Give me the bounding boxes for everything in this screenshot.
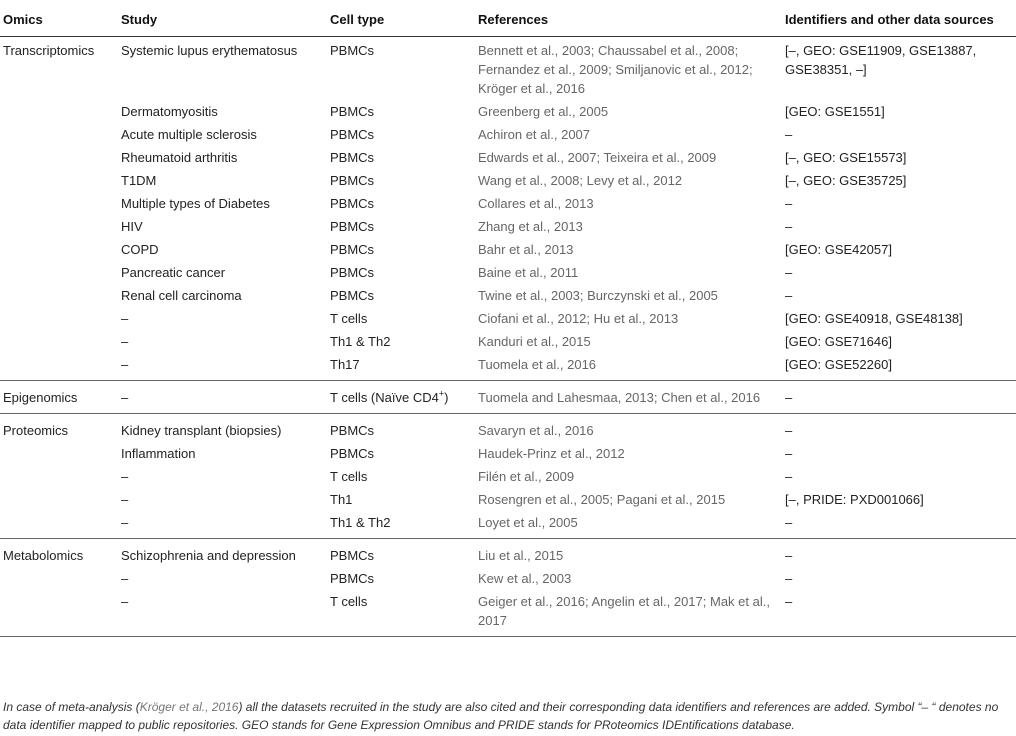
table-row (0, 263, 1016, 286)
table-row (0, 513, 1016, 539)
table-row (0, 217, 1016, 240)
cell-study: – (121, 355, 330, 381)
cell-cell-type (330, 467, 478, 490)
cell-omics (0, 286, 121, 309)
cell-type-text: Th1 & Th2 (330, 515, 391, 530)
cell-omics (0, 309, 121, 332)
cell-study: Kidney transplant (biopsies) (121, 423, 282, 438)
cell-identifiers: – (785, 548, 793, 563)
cell-cell-type (330, 332, 478, 355)
table-row (0, 444, 1016, 467)
header-study: Study (121, 0, 330, 37)
cell-identifiers: [–, GEO: GSE15573] (785, 150, 907, 165)
cell-identifiers: [–, GEO: GSE35725] (785, 173, 907, 188)
cell-type-text: Th1 (330, 492, 353, 507)
cell-type-text: PBMCs (330, 446, 375, 461)
cell-type-text: PBMCs (330, 173, 375, 188)
cell-identifiers: – (785, 288, 793, 303)
cell-type-text: Th17 (330, 357, 360, 372)
cell-cell-type (330, 194, 478, 217)
footnote-text-start: In case of meta-analysis ( (3, 700, 140, 714)
header-row (0, 0, 1016, 37)
cell-references[interactable]: Achiron et al., 2007 (478, 127, 591, 142)
cell-cell-type (330, 444, 478, 467)
table-row (0, 148, 1016, 171)
cell-type-text: PBMCs (330, 423, 375, 438)
cell-study: T1DM (121, 173, 157, 188)
cell-identifiers: – (785, 219, 793, 234)
cell-cell-type (330, 240, 478, 263)
header-omics: Omics (0, 0, 121, 37)
header-references: References (478, 0, 785, 37)
cell-identifiers: [GEO: GSE42057] (785, 242, 892, 257)
cell-omics (0, 355, 121, 381)
cell-cell-type (330, 148, 478, 171)
cell-omics (0, 444, 121, 467)
cell-cell-type (330, 37, 478, 103)
cell-references[interactable]: Kanduri et al., 2015 (478, 334, 591, 349)
table-row (0, 539, 1016, 570)
cell-omics (0, 148, 121, 171)
cell-type-tail: ) (444, 390, 449, 405)
cell-type-text: PBMCs (330, 571, 375, 586)
cell-study: – (121, 381, 330, 414)
cell-cell-type (330, 569, 478, 592)
cell-omics (0, 240, 121, 263)
cell-cell-type (330, 355, 478, 381)
cell-cell-type (330, 263, 478, 286)
cell-cell-type (330, 490, 478, 513)
table-row (0, 381, 1016, 414)
cell-type-text: PBMCs (330, 196, 375, 211)
cell-study: Inflammation (121, 446, 196, 461)
cell-identifiers: [–, GEO: GSE11909, GSE13887, GSE38351, –] (785, 43, 977, 77)
table-row (0, 102, 1016, 125)
cell-cell-type (330, 539, 478, 570)
cell-type-text: T cells (330, 311, 368, 326)
cell-identifiers: – (785, 513, 1016, 539)
table-row (0, 286, 1016, 309)
cell-omics: Proteomics (3, 423, 69, 438)
cell-identifiers: [GEO: GSE1551] (785, 104, 885, 119)
cell-cell-type (330, 171, 478, 194)
cell-type-text: T cells (330, 469, 368, 484)
cell-study: – (121, 492, 129, 507)
cell-study: Pancreatic cancer (121, 265, 226, 280)
cell-omics (0, 490, 121, 513)
cell-identifiers: [GEO: GSE52260] (785, 355, 1016, 381)
cell-type-text: T cells (330, 594, 368, 609)
cell-identifiers: – (785, 592, 1016, 637)
cell-references[interactable]: Tuomela et al., 2016 (478, 355, 785, 381)
cell-identifiers: [–, PRIDE: PXD001066] (785, 492, 924, 507)
table-row (0, 309, 1016, 332)
cell-type-text: PBMCs (330, 265, 375, 280)
cell-omics (0, 263, 121, 286)
table-row (0, 414, 1016, 445)
table-row (0, 37, 1016, 103)
cell-type-text: Th1 & Th2 (330, 334, 391, 349)
cell-study: – (121, 592, 330, 637)
cell-omics (0, 592, 121, 637)
cell-omics (0, 513, 121, 539)
cell-omics: Transcriptomics (3, 43, 95, 58)
cell-references[interactable]: Bahr et al., 2013 (478, 242, 574, 257)
cell-type-text: T cells (Naïve CD4 (330, 390, 439, 405)
cell-study: – (121, 334, 129, 349)
cell-references[interactable]: Rosengren et al., 2005; Pagani et al., 2015 (478, 492, 726, 507)
cell-study: Renal cell carcinoma (121, 288, 242, 303)
cell-study: Multiple types of Diabetes (121, 196, 270, 211)
cell-identifiers: [GEO: GSE71646] (785, 334, 892, 349)
cell-study: Schizophrenia and depression (121, 548, 296, 563)
cell-cell-type (330, 102, 478, 125)
footnote-text-end: ) all the datasets recruited in the study are also cited and their corresponding data identifiers and references are added. Symbol “– “ denotes no data identifier mapped to public repositories. GEO stands for Gene Expression Omnibus and PRIDE stands for PRoteomics IDEntifications database. (3, 700, 999, 732)
cell-references[interactable]: Geiger et al., 2016; Angelin et al., 2017; Mak et al., 2017 (478, 592, 785, 637)
cell-references[interactable]: Ciofani et al., 2012; Hu et al., 2013 (478, 311, 679, 326)
cell-identifiers: – (785, 127, 793, 142)
cell-identifiers: – (785, 571, 793, 586)
cell-references[interactable]: Tuomela and Lahesmaa, 2013; Chen et al., 2016 (478, 381, 785, 414)
cell-references[interactable]: Zhang et al., 2013 (478, 219, 583, 234)
cell-references[interactable]: Wang et al., 2008; Levy et al., 2012 (478, 173, 683, 188)
table-row (0, 194, 1016, 217)
table-row (0, 592, 1016, 637)
cell-references[interactable]: Savaryn et al., 2016 (478, 423, 594, 438)
cell-study: Systemic lupus erythematosus (121, 43, 298, 58)
cell-type-text: PBMCs (330, 127, 375, 142)
cell-identifiers: – (785, 469, 793, 484)
table-row (0, 332, 1016, 355)
table-footnote (3, 698, 1013, 734)
cell-study: COPD (121, 242, 159, 257)
cell-type-text: PBMCs (330, 288, 375, 303)
cell-references[interactable]: Kew et al., 2003 (478, 571, 572, 586)
cell-cell-type (330, 592, 478, 637)
cell-references[interactable]: Loyet et al., 2005 (478, 513, 785, 539)
cell-identifiers: – (785, 381, 1016, 414)
cell-identifiers: – (785, 265, 793, 280)
table-row (0, 490, 1016, 513)
cell-cell-type (330, 513, 478, 539)
table-row (0, 569, 1016, 592)
cell-omics (0, 332, 121, 355)
cell-identifiers: – (785, 423, 793, 438)
cell-references[interactable]: Bennett et al., 2003; Chaussabel et al., 2008; Fernandez et al., 2009; Smiljanovic et al., 2012; Kröger et al., 2016 (478, 43, 753, 96)
cell-references[interactable]: Edwards et al., 2007; Teixeira et al., 2009 (478, 150, 717, 165)
cell-type-text: PBMCs (330, 150, 375, 165)
cell-study: – (121, 571, 129, 586)
table-row (0, 240, 1016, 263)
footnote-reference: Kröger et al., 2016 (139, 700, 239, 714)
cell-cell-type (330, 414, 478, 445)
table-body (0, 37, 1016, 637)
cell-cell-type (330, 381, 478, 414)
header-identifiers: Identifiers and other data sources (785, 0, 1016, 37)
cell-type-text: PBMCs (330, 242, 375, 257)
cell-references[interactable]: Greenberg et al., 2005 (478, 104, 609, 119)
header-cell-type: Cell type (330, 0, 478, 37)
cell-references[interactable]: Twine et al., 2003; Burczynski et al., 2005 (478, 288, 718, 303)
cell-omics (0, 194, 121, 217)
cell-type-text: PBMCs (330, 219, 375, 234)
table-row (0, 125, 1016, 148)
cell-omics (0, 102, 121, 125)
cell-references[interactable]: Liu et al., 2015 (478, 548, 564, 563)
cell-identifiers: – (785, 446, 793, 461)
cell-type-text: PBMCs (330, 104, 375, 119)
cell-type-superscript: + (438, 388, 445, 399)
cell-study: Dermatomyositis (121, 104, 218, 119)
cell-omics (0, 217, 121, 240)
cell-identifiers: [GEO: GSE40918, GSE48138] (785, 311, 963, 326)
table-row (0, 355, 1016, 381)
cell-type-text: PBMCs (330, 43, 375, 58)
cell-omics: Metabolomics (3, 548, 84, 563)
cell-study: Rheumatoid arthritis (121, 150, 238, 165)
cell-references[interactable]: Collares et al., 2013 (478, 196, 594, 211)
cell-study: HIV (121, 219, 143, 234)
cell-references[interactable]: Filén et al., 2009 (478, 469, 575, 484)
cell-study: – (121, 513, 330, 539)
cell-study: Acute multiple sclerosis (121, 127, 257, 142)
cell-omics: Epigenomics (0, 381, 121, 414)
cell-references[interactable]: Haudek-Prinz et al., 2012 (478, 446, 625, 461)
cell-identifiers: – (785, 196, 793, 211)
cell-omics (0, 569, 121, 592)
cell-study: – (121, 311, 129, 326)
cell-omics (0, 125, 121, 148)
cell-type-text: PBMCs (330, 548, 375, 563)
cell-omics (0, 171, 121, 194)
cell-omics (0, 467, 121, 490)
cell-cell-type (330, 217, 478, 240)
cell-cell-type (330, 286, 478, 309)
cell-cell-type (330, 309, 478, 332)
table-row (0, 467, 1016, 490)
cell-cell-type (330, 125, 478, 148)
cell-study: – (121, 469, 129, 484)
cell-references[interactable]: Baine et al., 2011 (478, 265, 579, 280)
table-row (0, 171, 1016, 194)
